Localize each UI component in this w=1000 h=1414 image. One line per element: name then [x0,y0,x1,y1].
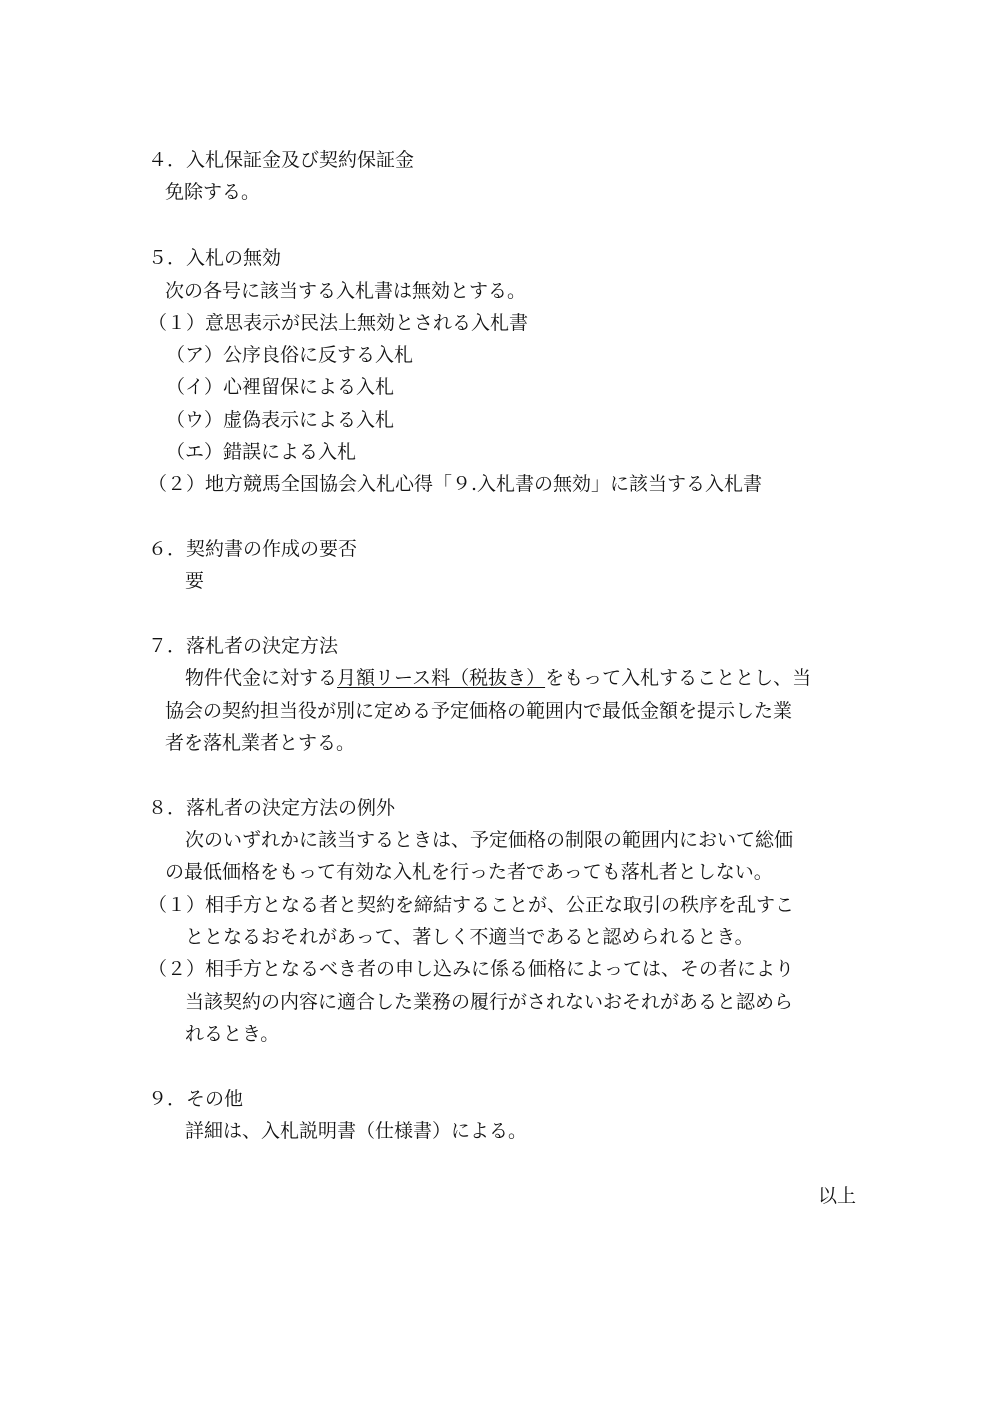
closing-ijou: 以上 [817,1185,856,1207]
section-6-heading: ６．契約書の作成の要否 [148,538,358,560]
section-8-intro-line-1: 次のいずれかに該当するときは、予定価格の制限の範囲内において総価 [185,829,794,851]
section-5-sub-a: （ア）公序良俗に反する入札 [166,344,414,366]
section-4-heading: ４．入札保証金及び契約保証金 [148,149,415,171]
section-9-heading: ９．その他 [148,1088,244,1110]
section-4-body: 免除する。 [165,181,261,203]
section-5-intro: 次の各号に該当する入札書は無効とする。 [165,280,527,302]
section-8-item-2-line-3: れるとき。 [185,1023,280,1045]
section-7-heading: ７．落札者の決定方法 [148,635,339,657]
section-8-item-1-line-2: ととなるおそれがあって、著しく不適当であると認められるとき。 [185,926,754,948]
monthly-lease-fee-underlined: 月額リース料（税抜き） [337,667,546,689]
section-6-body: 要 [185,570,205,592]
section-5-sub-e: （エ）錯誤による入札 [166,441,357,463]
section-8-intro-line-2: の最低価格をもって有効な入札を行った者であっても落札者としない。 [165,861,773,883]
section-5-item-2: （２）地方競馬全国協会入札心得「９.入札書の無効」に該当する入札書 [148,473,763,495]
section-7-line-2: 協会の契約担当役が別に定める予定価格の範囲内で最低金額を提示した業 [165,700,793,722]
section-5-sub-i: （イ）心裡留保による入札 [166,376,395,398]
section-8-item-2-line-2: 当該契約の内容に適合した業務の履行がされないおそれがあると認めら [185,991,794,1013]
section-5-item-1: （１）意思表示が民法上無効とされる入札書 [148,312,529,334]
section-8-item-2-line-1: （２）相手方となるべき者の申し込みに係る価格によっては、その者により [148,958,795,980]
section-5-sub-u: （ウ）虚偽表示による入札 [166,409,395,431]
section-8-item-1-line-1: （１）相手方となる者と契約を締結することが、公正な取引の秩序を乱すこ [148,894,795,916]
section-7-line-3: 者を落札業者とする。 [165,732,356,754]
section-8-heading: ８．落札者の決定方法の例外 [148,797,396,819]
section-9-body: 詳細は、入札説明書（仕様書）による。 [185,1120,528,1142]
section-7-line-1-post: をもって入札することとし、当 [545,667,812,689]
section-7-line-1 [185,666,811,690]
section-7-line-1-pre: 物件代金に対する [185,667,338,689]
section-5-heading: ５．入札の無効 [148,247,282,269]
